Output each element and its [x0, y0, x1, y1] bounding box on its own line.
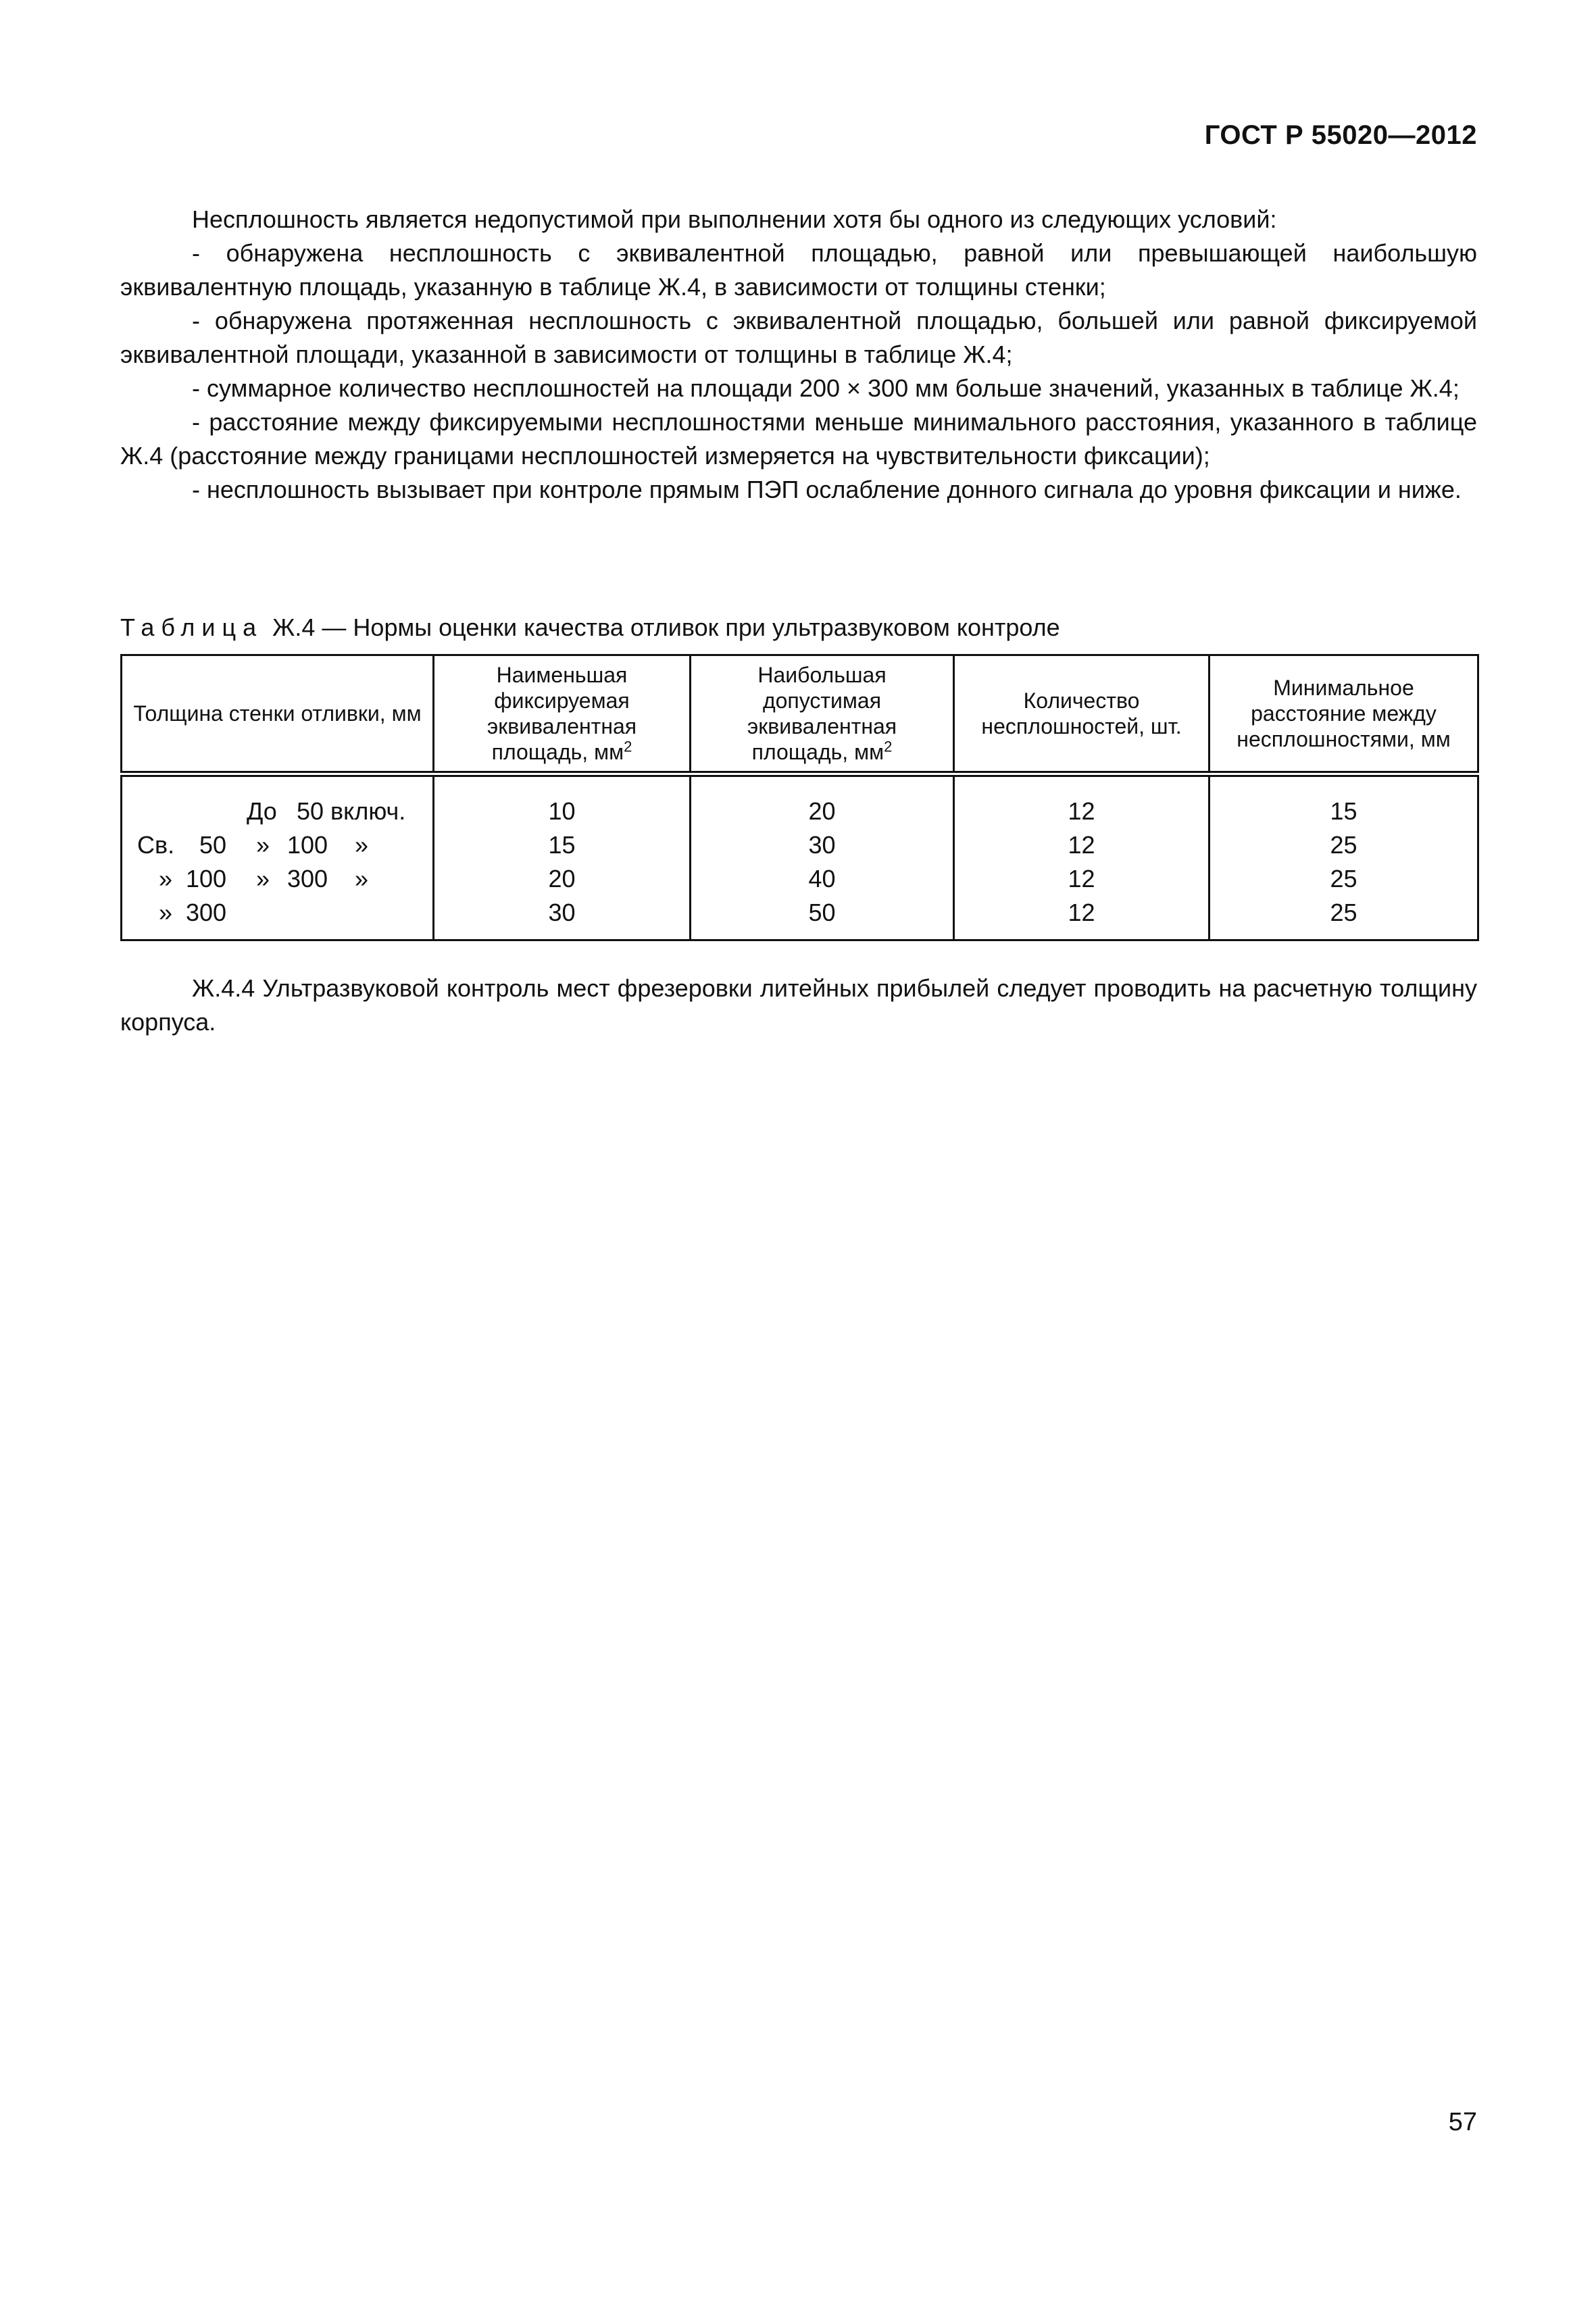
table-row [122, 774, 1478, 940]
thickness-value: Св. 50 » 100 » [137, 831, 369, 859]
count-cell: 12 12 12 12 [954, 774, 1210, 940]
header-max-area: Наибольшая допустимая эквивалентная площадь, $мм^2$ [691, 655, 954, 774]
paragraph: - обнаружена протяженная несплошность с эквивалентной площадью, большей или равной фиксируемой эквивалентной площади, указанной в зависимости от толщины в таблице Ж.4; [120, 307, 1477, 368]
table-caption-text: Ж.4 — Нормы оценки качества отливок при ультразвуковом контроле [272, 613, 1060, 641]
norms-table [120, 654, 1479, 941]
superscript: 2 [884, 738, 893, 755]
after-table-text [120, 972, 1477, 1039]
paragraph: Несплошность является недопустимой при выполнении хотя бы одного из следующих условий: [192, 205, 1277, 233]
header-min-area: Наименьшая фиксируемая эквивалентная площадь, $мм^2$ [434, 655, 691, 774]
paragraph: - обнаружена несплошность с эквивалентной площадью, равной или превышающей наибольшую эквивалентную площадь, указанную в таблице Ж.4, в зависимости от толщины стенки; [120, 239, 1477, 301]
document-header: ГОСТ Р 55020—2012 [1204, 120, 1477, 150]
thickness-value: » 100 » 300 » [159, 865, 369, 892]
paragraph: - расстояние между фиксируемыми несплошностями меньше минимального расстояния, указанного в таблице Ж.4 (расстояние между границами несплошностей измеряется на чувствительности фиксации); [120, 408, 1477, 470]
header-count: Количество несплошностей, шт. [954, 655, 1210, 774]
body-text [120, 203, 1477, 507]
min-distance-cell: 15 25 25 25 [1210, 774, 1478, 940]
thickness-value: » 300 [159, 899, 227, 926]
paragraph: - несплошность вызывает при контроле прямым ПЭП ослабление донного сигнала до уровня фиксации и ниже. [192, 476, 1462, 503]
superscript: 2 [624, 738, 632, 755]
table-header-row [122, 655, 1478, 774]
table-caption-word: Таблица [120, 613, 264, 641]
min-area-cell: 10 15 20 30 [434, 774, 691, 940]
paragraph: Ж.4.4 Ультразвуковой контроль мест фрезеровки литейных прибылей следует проводить на расчетную толщину корпуса. [120, 974, 1477, 1036]
header-min-distance: Минимальное расстояние между несплошностями, мм [1210, 655, 1478, 774]
thickness-cell [122, 774, 434, 940]
paragraph: - суммарное количество несплошностей на площади 200 × 300 мм больше значений, указанных в таблице Ж.4; [192, 374, 1460, 402]
header-thickness: Толщина стенки отливки, мм [122, 655, 434, 774]
max-area-cell: 20 30 40 50 [691, 774, 954, 940]
page-number: 57 [1448, 2108, 1477, 2136]
table-caption [120, 611, 1060, 645]
thickness-value: До 50 включ. [247, 797, 406, 825]
